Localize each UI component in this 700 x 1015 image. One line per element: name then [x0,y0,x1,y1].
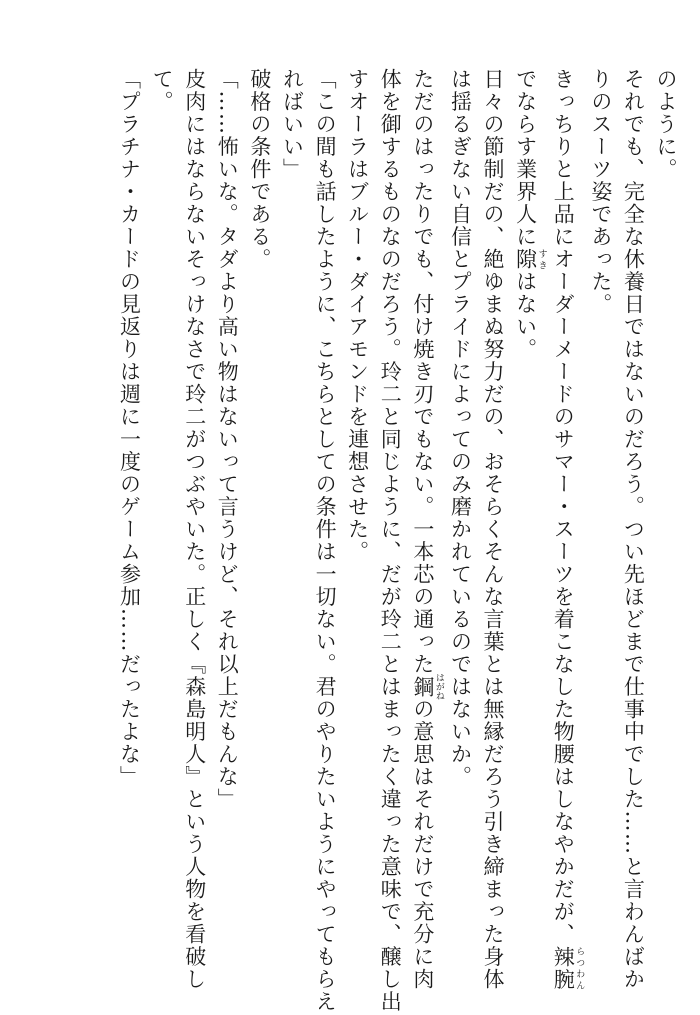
ruby-reading: らつわん [574,945,585,991]
text-line: 体を御するものなのだろう。玲二と同じように、だが玲二とはまったく違った意味で、醸し出 [378,68,403,1013]
ruby-suki [513,248,547,271]
text-line: 「……怖いな。タダより高い物はないって言うけど、それ以上だもんな」 [215,68,240,811]
text-line: それでも、完全な休養日ではないのだろう。つい先ほどまで仕事中でした……と言わんばか [621,68,646,991]
text-segment: の意思はそれだけで充分に肉 [410,698,435,991]
text-line: 日々の節制だの、絶ゆまぬ努力だの、おそらくそんな言葉とは無縁だろう引き締まった身体 [481,68,506,991]
text-line: て。 [150,68,175,113]
text-line: りのスーツ姿であった。 [588,68,613,316]
text-segment: ただのはったりでも、付け焼き刃でもない。一本芯の通った [410,68,435,676]
text-line: は揺るぎない自信とプライドによってのみ磨かれているのではないか。 [448,68,473,788]
text-line: 皮肉にはならないそっけなさで玲二がつぶやいた。正しく『森島明人』という人物を看破し [182,68,207,991]
text-line [509,68,547,968]
text-line [406,68,444,991]
ruby-base: 辣腕 [551,945,576,991]
text-segment: はない。 [513,270,538,361]
ruby-rachiwan [551,945,585,991]
text-line: 「プラチナ・カードの見返りは週に一度のゲーム参加……だったよな」 [117,68,142,788]
text-line: 破格の条件である。 [247,68,272,271]
ruby-reading: はがね [433,673,444,701]
ruby-reading: すき [536,248,547,271]
ruby-base: 鋼 [410,673,435,701]
text-line: すオーラはブルー・ダイアモンドを連想させた。 [345,68,370,563]
text-segment: きっちりと上品にオーダーメードのサマー・スーツを着こなした物腰はしなやかだが、 [551,68,576,946]
text-line: のように。 [654,68,678,181]
text-segment: でならす業界人に [513,68,538,248]
text-line [547,68,585,991]
ruby-base: 隙 [513,248,538,271]
vertical-text-block [113,68,682,1013]
text-line: 「この間も話したように、こちらとしての条件は一切ない。君のやりたいようにやってもらえ [313,68,338,1013]
text-line: ればいい」 [280,68,305,181]
ruby-hagane [410,673,444,701]
